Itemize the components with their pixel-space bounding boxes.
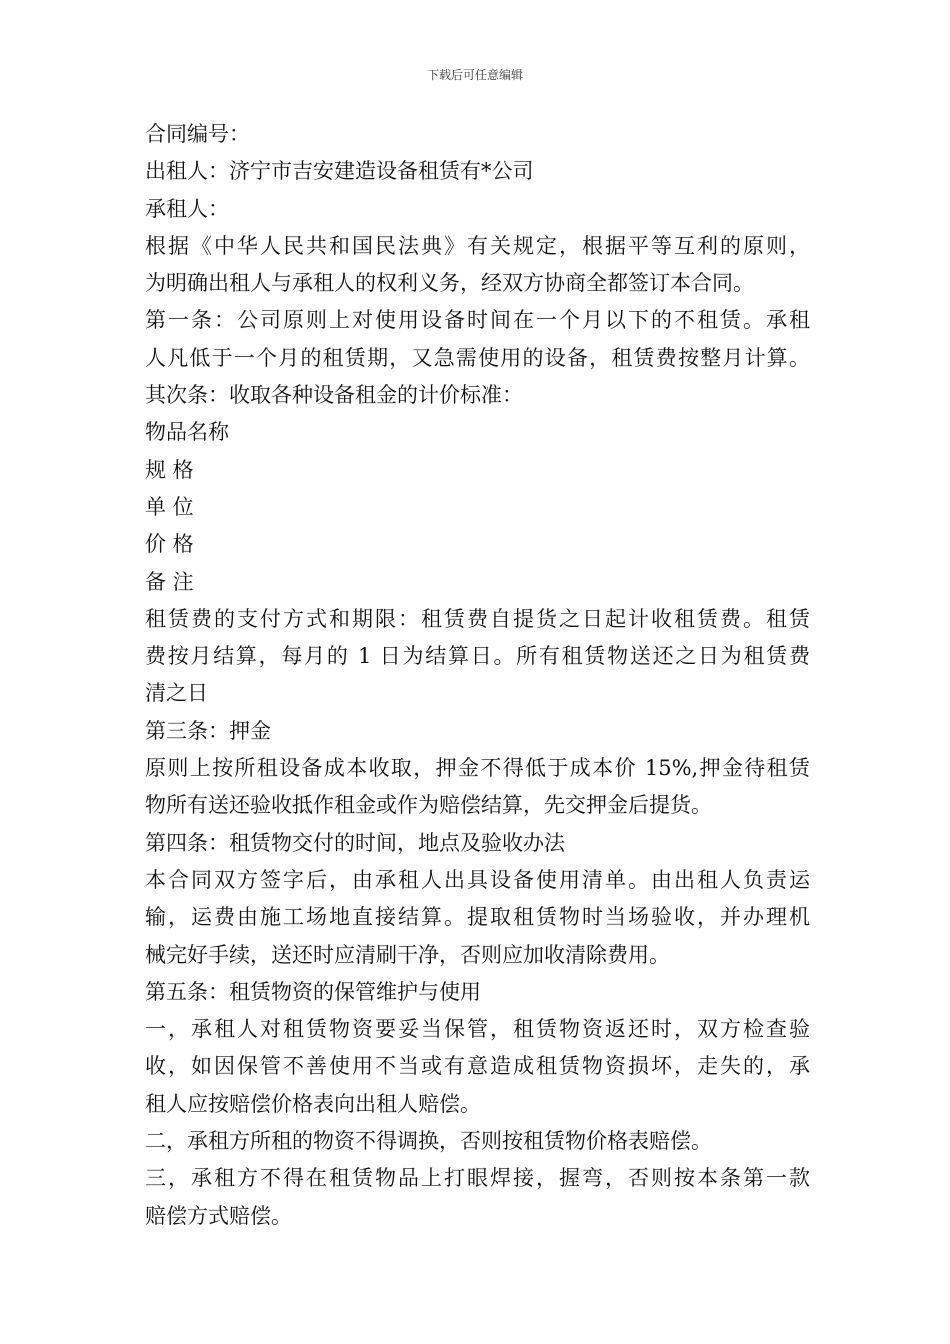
paragraph-line: 租人应按赔偿价格表向出租人赔偿。 — [145, 1091, 481, 1116]
paragraph-line: 物品名称 — [145, 420, 229, 445]
paragraph-line: 第一条：公司原则上对使用设备时间在一个月以下的不租赁。承租 — [145, 308, 810, 333]
paragraph-line: 物所有送还验收抵作租金或作为赔偿结算，先交押金后提货。 — [145, 793, 712, 818]
paragraph-line: 费按月结算，每月的 1 日为结算日。所有租赁物送还之日为租赁费 — [145, 644, 810, 669]
paragraph-line: 第四条：租赁物交付的时间，地点及验收办法 — [145, 830, 565, 855]
paragraph-line: 人凡低于一个月的租赁期，又急需使用的设备，租赁费按整月计算。 — [145, 345, 810, 370]
paragraph-line: 根据《中华人民共和国民法典》有关规定，根据平等互利的原则， — [145, 233, 810, 258]
paragraph-line: 租赁费的支付方式和期限：租赁费自提货之日起计收租赁费。租赁 — [145, 606, 810, 631]
paragraph-line: 第三条：押金 — [145, 718, 271, 743]
paragraph-line: 赔偿方式赔偿。 — [145, 1203, 292, 1228]
paragraph-line: 收，如因保管不善使用不当或有意造成租赁物资损坏，走失的，承 — [145, 1054, 810, 1079]
paragraph-line: 出租人：济宁市吉安建造设备租赁有*公司 — [145, 159, 534, 184]
paragraph-line: 本合同双方签字后，由承租人出具设备使用清单。由出租人负责运 — [145, 867, 810, 892]
paragraph-line: 原则上按所租设备成本收取，押金不得低于成本价 15%,押金待租赁 — [145, 756, 810, 781]
paragraph-line: 清之日 — [145, 681, 208, 706]
paragraph-line: 合同编号： — [145, 122, 250, 146]
paragraph-line: 械完好手续，送还时应清刷干净，否则应加收清除费用。 — [145, 942, 670, 967]
paragraph-line: 第五条：租赁物资的保管维护与使用 — [145, 979, 481, 1004]
paragraph-line: 为明确出租人与承租人的权利义务，经双方协商全都签订本合同。 — [145, 271, 754, 296]
paragraph-line: 输，运费由施工场地直接结算。提取租赁物时当场验收，并办理机 — [145, 905, 810, 930]
paragraph-line: 规 格 — [145, 457, 194, 482]
paragraph-line: 单 位 — [145, 494, 194, 519]
paragraph-line: 二，承租方所租的物资不得调换，否则按租赁物价格表赔偿。 — [145, 1129, 712, 1154]
paragraph-line: 承租人： — [145, 196, 229, 221]
paragraph-line: 三，承租方不得在租赁物品上打眼焊接，握弯，否则按本条第一款 — [145, 1166, 810, 1191]
paragraph-line: 价 格 — [145, 532, 194, 557]
paragraph-line: 一，承租人对租赁物资要妥当保管，租赁物资返还时，双方检查验 — [145, 1017, 810, 1042]
paragraph-line: 备 注 — [145, 569, 194, 594]
header-note: 下载后可任意编辑 — [426, 68, 523, 82]
document-body — [145, 116, 810, 1235]
paragraph-line: 其次条：收取各种设备租金的计价标准： — [145, 383, 523, 408]
